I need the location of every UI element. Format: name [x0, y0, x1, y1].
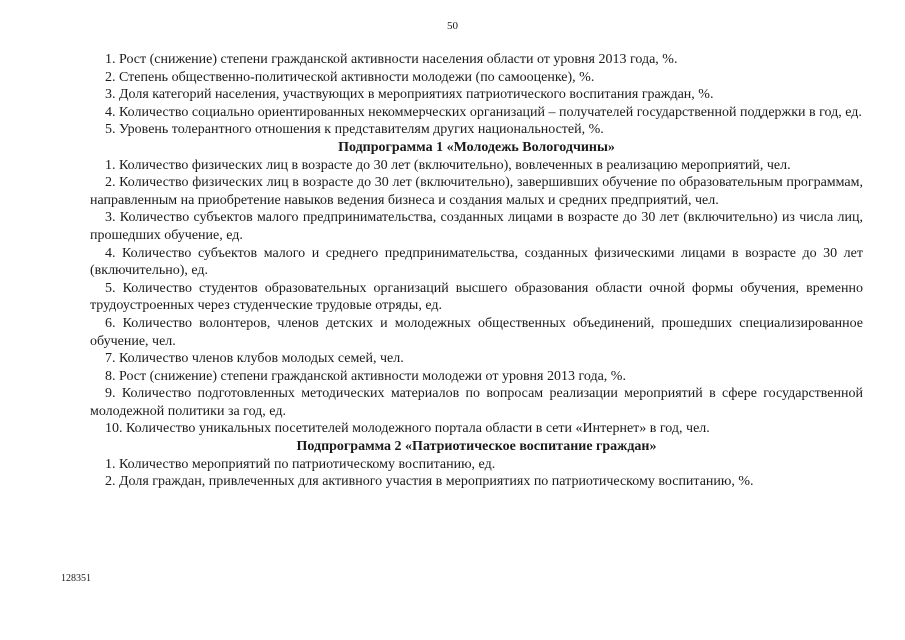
subprogram1-item: 1. Количество физических лиц в возрасте до 30 лет (включительно), вовлеченных в реализацию мероприятий, чел.: [105, 157, 791, 173]
subprogram1-item: 2. Количество физических лиц в возрасте до 30 лет (включительно), завершивших обучение по образовательным программам, направленным на приобретение навыков ведения бизнеса и создания малых и средних предприятий, чел.: [90, 175, 863, 208]
subprogram2-heading: Подпрограмма 2 «Патриотическое воспитание граждан»: [296, 439, 657, 455]
subprogram1-item: 9. Количество подготовленных методических материалов по вопросам реализации мероприятий в сфере государственной молодежной политики за год, ед.: [90, 386, 863, 419]
intro-item: 5. Уровень толерантного отношения к представителям других национальностей, %.: [105, 122, 604, 138]
footer-code: 128351: [61, 573, 91, 584]
intro-item: 4. Количество социально ориентированных некоммерческих организаций – получателей государственной поддержки в год, ед.: [105, 104, 862, 120]
subprogram1-heading: Подпрограмма 1 «Молодежь Вологодчины»: [338, 139, 615, 155]
subprogram1-item: 10. Количество уникальных посетителей молодежного портала области в сети «Интернет» в год, чел.: [105, 421, 710, 437]
document-body: [90, 51, 863, 491]
subprogram1-item: 8. Рост (снижение) степени гражданской активности молодежи от уровня 2013 года, %.: [105, 368, 626, 384]
subprogram2-item: 1. Количество мероприятий по патриотическому воспитанию, ед.: [105, 456, 496, 472]
subprogram1-item: 5. Количество студентов образовательных организаций высшего образования области очной формы обучения, временно трудоустроенных через студенческие трудовые отряды, ед.: [90, 280, 863, 314]
intro-item: 2. Степень общественно-политической активности молодежи (по самооценке), %.: [105, 69, 595, 85]
page-number: 50: [447, 20, 458, 32]
subprogram1-item: 4. Количество субъектов малого и среднего предпринимательства, созданных физическими лицами в возрасте до 30 лет (включительно), ед.: [90, 245, 863, 279]
intro-item: 1. Рост (снижение) степени гражданской активности населения области от уровня 2013 года, %.: [105, 52, 678, 67]
subprogram2-item: 2. Доля граждан, привлеченных для активного участия в мероприятиях по патриотическому воспитанию, %.: [105, 474, 754, 490]
subprogram1-item: 3. Количество субъектов малого предпринимательства, созданных лицами в возрасте до 30 лет (включительно) из числа лиц, прошедших обучение, ед.: [90, 210, 863, 243]
subprogram1-item: 7. Количество членов клубов молодых семей, чел.: [105, 351, 404, 367]
subprogram1-item: 6. Количество волонтеров, членов детских и молодежных общественных объединений, прошедших специализированное обучение, чел.: [90, 315, 863, 349]
intro-item: 3. Доля категорий населения, участвующих в мероприятиях патриотического воспитания граждан, %.: [105, 87, 714, 103]
